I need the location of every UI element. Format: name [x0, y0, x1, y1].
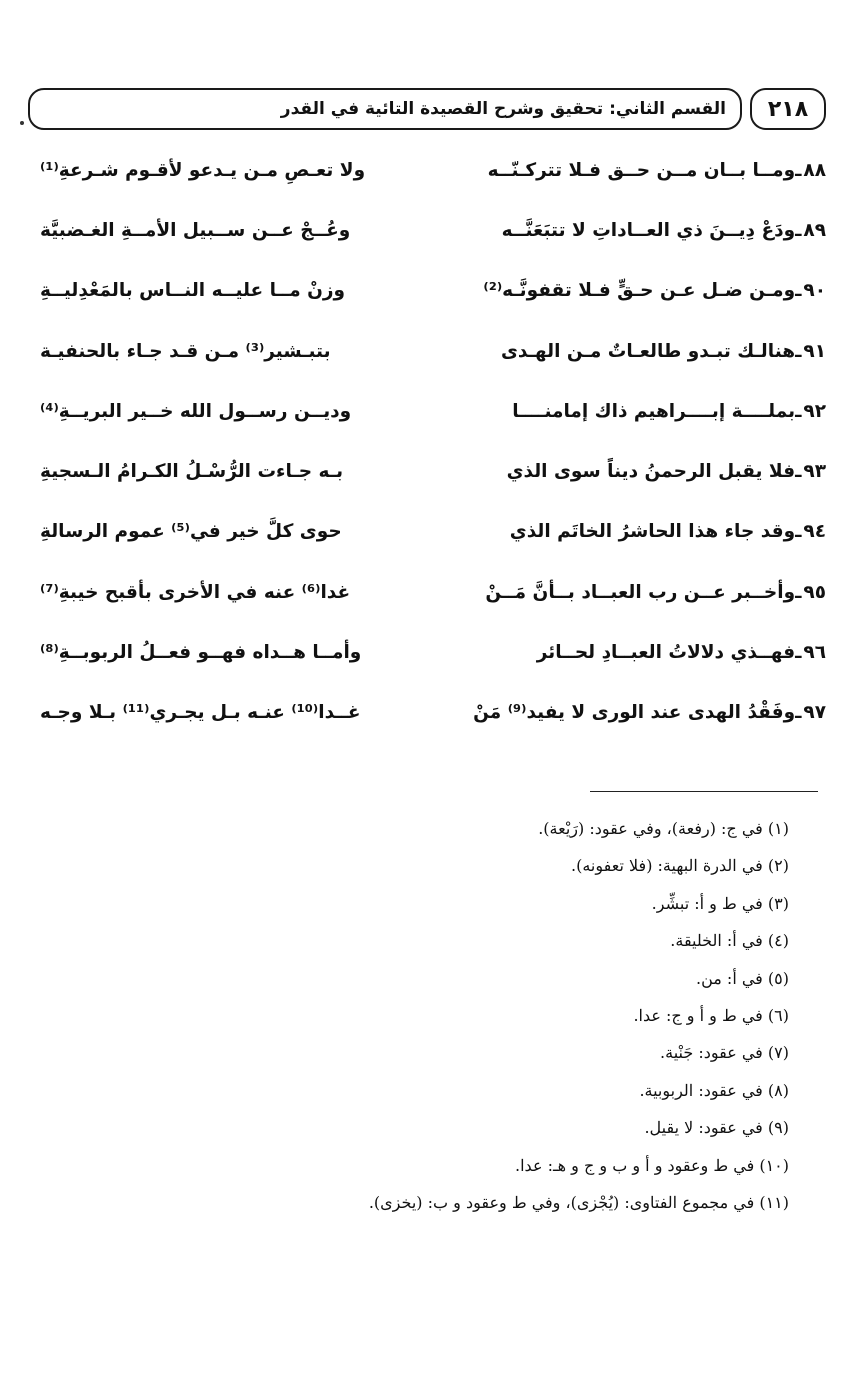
- verse-number: ٩١: [803, 340, 826, 362]
- verse-first-half: [456, 160, 826, 181]
- verse-dash: ـ: [795, 340, 802, 362]
- verse-dash: ـ: [795, 521, 802, 543]
- verse-90: [40, 261, 826, 321]
- verse-dash: ـ: [795, 159, 802, 181]
- verse-97: [40, 683, 826, 743]
- verse-first-half: [456, 582, 826, 603]
- verse-first-text: هنالـك تبـدو طالعـاتٌ مـن الهـدى: [500, 340, 796, 362]
- header-dot: [20, 121, 24, 125]
- verse-second-half: غدا⁽⁶⁾ عنه في الأخرى بأقبح خيبةِ⁽⁷⁾: [40, 581, 351, 603]
- verse-number: ٩٤: [803, 521, 826, 543]
- verse-first-text: وفَقْدُ الهدى عند الورى لا يفيد⁽⁹⁾ مَنْ: [473, 702, 796, 724]
- footnote-11: (١١) في مجموع الفتاوى: (يُجْزى)، وفي ط وعقود و ب: (يخزى).: [368, 1192, 789, 1212]
- footnote-8: (٨) في عقود: الربوبية.: [639, 1080, 789, 1100]
- verse-second-half: بتبـشير⁽³⁾ مـن قـد جـاء بالحنفيـة: [40, 340, 331, 362]
- verse-second-half: وعُــجْ عــن ســبيل الأمــةِ الغـضبيَّة: [40, 219, 351, 241]
- footnote-5: (٥) في أ: من.: [696, 968, 789, 988]
- verse-92: [40, 381, 826, 441]
- footnotes: [89, 810, 789, 1221]
- verse-dash: ـ: [795, 642, 802, 664]
- verse-first-half: [456, 401, 826, 422]
- verse-first-half: [456, 280, 826, 301]
- verse-first-text: وقد جاء هذا الحاشرُ الخاتَم الذي: [509, 521, 796, 543]
- verse-91: [40, 321, 826, 381]
- verse-dash: ـ: [795, 219, 802, 241]
- verse-second-half: ولا تعـصِ مـن يـدعو لأقـوم شـرعةِ⁽¹⁾: [40, 159, 366, 181]
- verse-second-half: وأمــا هــداه فهــو فعــلُ الربوبــةِ⁽⁸⁾: [40, 642, 362, 664]
- verse-89: [40, 200, 826, 260]
- verse-second-half: وزنْ مــا عليــه النــاس بالمَعْدِليــةِ: [40, 280, 346, 302]
- page-number-frame: [750, 88, 826, 130]
- section-title: القسم الثاني: تحقيق وشرح القصيدة التائية في القدر: [280, 99, 726, 119]
- footnote-10: (١٠) في ط وعقود و أ و ب و ج و هـ: عدا.: [515, 1155, 789, 1175]
- verse-first-half: [456, 521, 826, 542]
- verse-94: [40, 502, 826, 562]
- footnote-1: (١) في ج: (رفعة)، وفي عقود: (رَيْعة).: [538, 819, 789, 838]
- verse-number: ٩٦: [803, 642, 826, 664]
- verse-number: ٩٣: [803, 461, 826, 483]
- footnote-2: (٢) في الدرة البهية: (فلا تعفونه).: [571, 856, 789, 876]
- verse-number: ٨٨: [803, 159, 826, 181]
- footnote-6: (٦) في ط و أ و ج: عدا.: [633, 1005, 789, 1025]
- verse-95: [40, 562, 826, 622]
- footnote-4: (٤) في أ: الخليقة.: [670, 931, 789, 951]
- footnote-9: (٩) في عقود: لا يقيل.: [644, 1118, 789, 1138]
- footnote-7: (٧) في عقود: جَنْية.: [660, 1043, 789, 1063]
- verse-number: ٩٥: [803, 581, 826, 603]
- verse-first-text: ومـن ضـل عـن حـقٍّ فـلا تقفونَّـه⁽²⁾: [483, 280, 796, 302]
- header-title-frame: [28, 88, 742, 130]
- verse-first-half: [456, 642, 826, 663]
- verse-second-half: بـه جـاءت الرُّسْـلُ الكـرامُ الـسجيةِ: [40, 461, 344, 483]
- verse-dash: ـ: [795, 400, 802, 422]
- verse-first-text: بملــــة إبــــراهيم ذاك إمامنــــا: [512, 400, 796, 422]
- verse-first-text: ومــا بــان مــن حــق فـلا تتركـنّــه: [487, 159, 796, 181]
- verse-second-half: غــدا⁽¹⁰⁾ عنـه بـل يجـري⁽¹¹⁾ بـلا وجـه: [40, 702, 361, 724]
- verse-first-half: [456, 341, 826, 362]
- poem: [40, 140, 826, 743]
- verse-number: ٩٧: [803, 702, 826, 724]
- footnote-3: (٣) في ط و أ: تبشِّر.: [651, 893, 789, 913]
- verse-dash: ـ: [795, 702, 802, 724]
- verse-number: ٩٠: [803, 280, 826, 302]
- verse-first-text: فلا يقبل الرحمنُ ديناً سوى الذي: [506, 461, 796, 483]
- verse-first-half: [456, 702, 826, 723]
- verse-88: [40, 140, 826, 200]
- verse-number: ٨٩: [803, 219, 826, 241]
- verse-dash: ـ: [795, 461, 802, 483]
- verse-number: ٩٢: [803, 400, 826, 422]
- verse-first-text: فهــذي دلالاتُ العبــادِ لحــائر: [536, 642, 796, 664]
- verse-second-half: وديــن رســول الله خــير البريــةِ⁽⁴⁾: [40, 400, 352, 422]
- verse-93: [40, 441, 826, 501]
- verse-96: [40, 622, 826, 682]
- verse-first-text: ودَعْ دِيــنَ ذي العــاداتِ لا تتبَعَنَّــه: [501, 219, 796, 241]
- page-number: ٢١٨: [767, 96, 809, 122]
- running-header: [28, 88, 826, 134]
- verse-dash: ـ: [795, 280, 802, 302]
- verse-dash: ـ: [795, 581, 802, 603]
- verse-second-half: حوى كلَّ خير في⁽⁵⁾ عموم الرسالةِ: [40, 521, 342, 543]
- verse-first-half: [456, 461, 826, 482]
- footnote-separator: [590, 791, 818, 792]
- verse-first-text: وأخــبر عــن رب العبــاد بــأنَّ مَــنْ: [485, 581, 796, 603]
- verse-first-half: [456, 220, 826, 241]
